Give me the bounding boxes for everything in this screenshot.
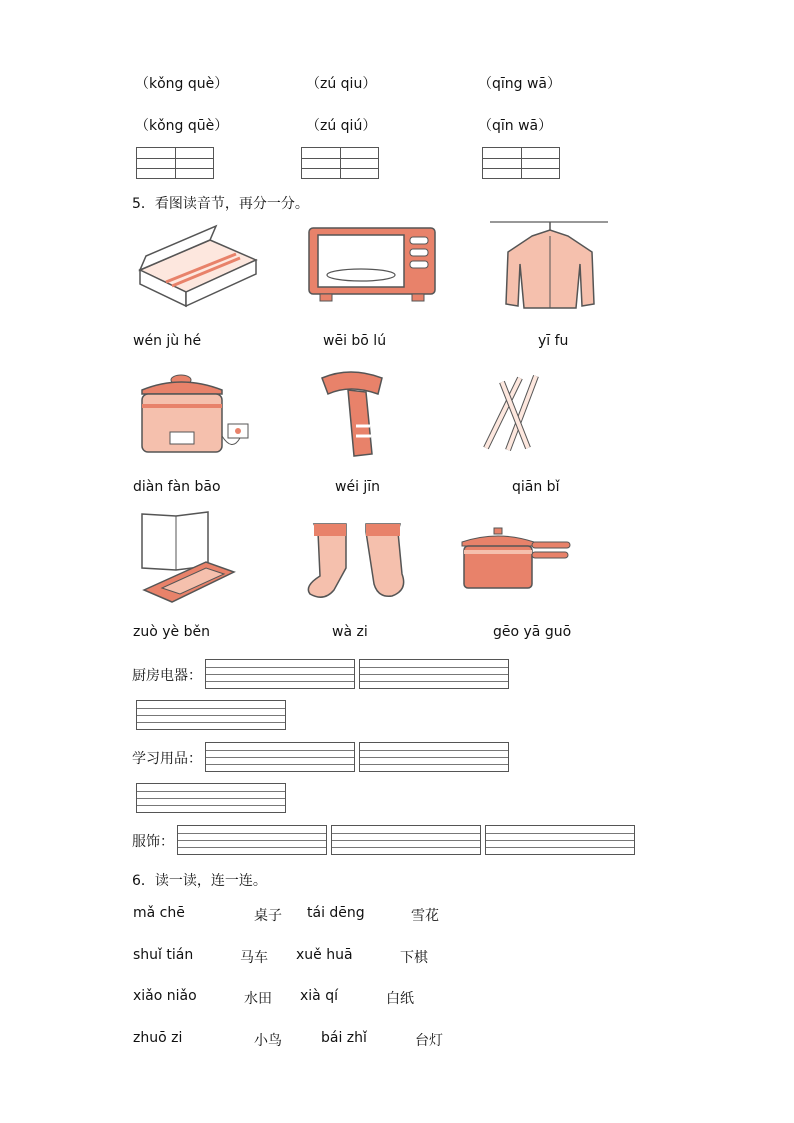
- answer-box[interactable]: [205, 659, 355, 689]
- pinyin-option: （qīn wā）: [478, 118, 553, 134]
- picture-label: qiān bǐ: [512, 479, 560, 495]
- shirt-icon: [490, 218, 610, 312]
- scarf-icon: [316, 366, 392, 460]
- match-pinyin[interactable]: xuě huā: [296, 947, 353, 963]
- pinyin-option: （kǒng qūè）: [135, 118, 229, 134]
- match-pinyin[interactable]: shuǐ tián: [133, 947, 194, 963]
- answer-box[interactable]: [359, 742, 509, 772]
- answer-box[interactable]: [359, 659, 509, 689]
- pinyin-option: （qīng wā）: [478, 76, 562, 92]
- socks-icon: [304, 518, 408, 602]
- picture-label: yī fu: [538, 333, 569, 349]
- category-label-study: 学习用品：: [132, 751, 202, 767]
- match-pinyin[interactable]: zhuō zi: [133, 1030, 183, 1046]
- match-word[interactable]: 马车: [240, 950, 268, 966]
- microwave-icon: [306, 225, 438, 305]
- picture-label: wà zi: [332, 624, 368, 640]
- answer-box[interactable]: [177, 825, 327, 855]
- match-word[interactable]: 白纸: [386, 991, 414, 1007]
- match-pinyin[interactable]: xiǎo niǎo: [133, 988, 197, 1004]
- match-pinyin[interactable]: xià qí: [300, 988, 338, 1004]
- picture-label: wēi bō lú: [323, 333, 387, 349]
- picture-label: zuò yè běn: [133, 624, 210, 640]
- match-word[interactable]: 下棋: [400, 950, 428, 966]
- category-label-clothing: 服饰：: [132, 834, 174, 850]
- match-pinyin[interactable]: tái dēng: [307, 905, 365, 921]
- section-title: 5．看图读音节，再分一分。: [132, 196, 309, 212]
- pressure-cooker-icon: [458, 524, 574, 594]
- answer-grid[interactable]: [301, 147, 379, 179]
- section-title: 6．读一读，连一连。: [132, 873, 267, 889]
- answer-box[interactable]: [331, 825, 481, 855]
- match-word[interactable]: 桌子: [254, 908, 282, 924]
- pencil-case-icon: [136, 220, 260, 310]
- match-pinyin[interactable]: bái zhǐ: [321, 1030, 367, 1046]
- answer-grid[interactable]: [482, 147, 560, 179]
- answer-box[interactable]: [205, 742, 355, 772]
- pinyin-option: （zú qiu）: [306, 76, 377, 92]
- pinyin-option: （zú qiú）: [306, 118, 377, 134]
- match-word[interactable]: 台灯: [415, 1033, 443, 1049]
- answer-grid[interactable]: [136, 147, 214, 179]
- picture-label: wéi jīn: [335, 479, 381, 495]
- match-word[interactable]: 雪花: [411, 908, 439, 924]
- picture-label: diàn fàn bāo: [133, 479, 221, 495]
- picture-label: wén jù hé: [133, 333, 202, 349]
- pencils-icon: [478, 370, 544, 452]
- answer-box[interactable]: [136, 783, 286, 813]
- category-label-kitchen: 厨房电器：: [132, 668, 202, 684]
- answer-box[interactable]: [136, 700, 286, 730]
- match-word[interactable]: 小鸟: [254, 1033, 282, 1049]
- match-pinyin[interactable]: mǎ chē: [133, 905, 185, 921]
- answer-box[interactable]: [485, 825, 635, 855]
- rice-cooker-icon: [136, 366, 256, 462]
- match-word[interactable]: 水田: [244, 991, 272, 1007]
- picture-label: gēo yā guō: [493, 624, 572, 640]
- pinyin-option: （kǒng què）: [135, 76, 229, 92]
- exercise-book-icon: [136, 510, 240, 606]
